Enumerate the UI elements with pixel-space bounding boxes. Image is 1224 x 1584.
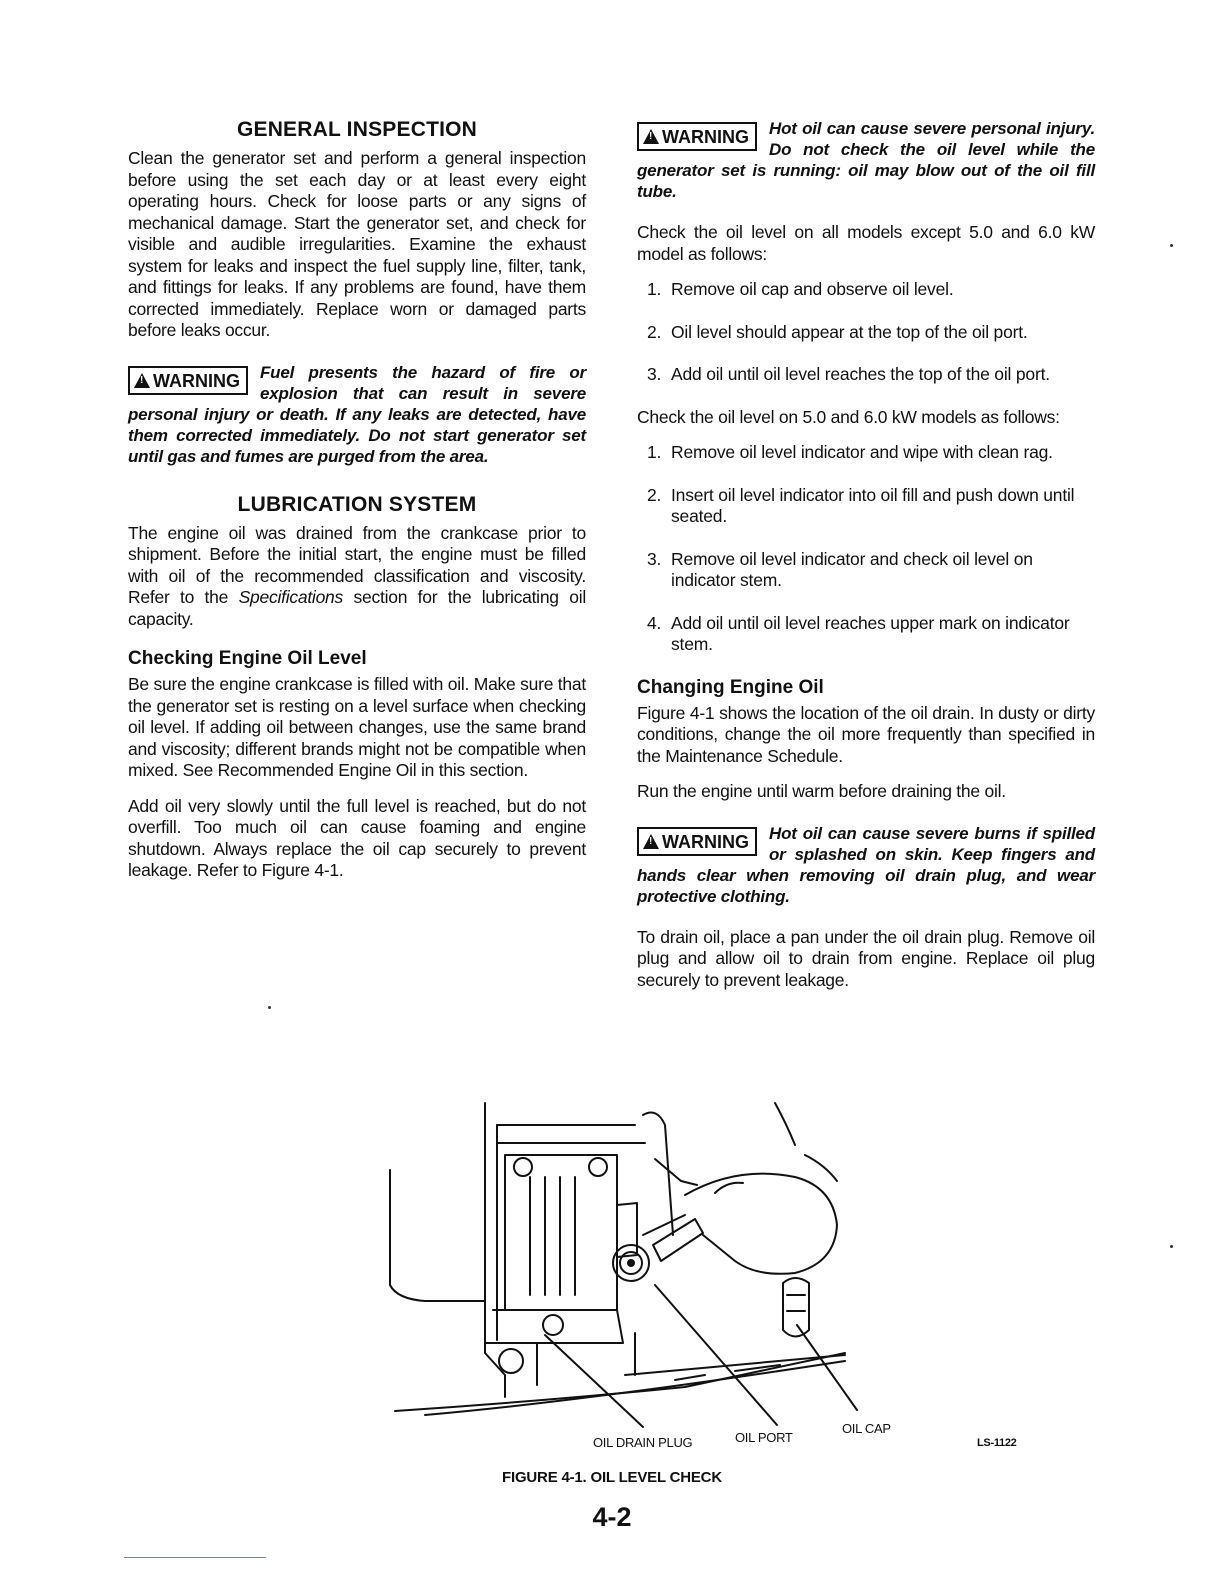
warning-triangle-icon: ! bbox=[643, 834, 659, 849]
checking-oil-heading: Checking Engine Oil Level bbox=[128, 648, 367, 669]
changing-oil-para-1: Figure 4-1 shows the location of the oil drain. In dusty or dirty conditions, change the oil more frequently than specified in the Maintenance Schedule. bbox=[637, 702, 1095, 766]
steps-list-1 bbox=[637, 279, 1095, 386]
list-item: 3. Add oil until oil level reaches the top of the oil port. bbox=[647, 364, 1050, 384]
right-column bbox=[637, 114, 1095, 1005]
figure-code: LS-1122 bbox=[977, 1437, 1017, 1449]
warning-label-box: ! WARNING bbox=[637, 122, 757, 151]
lubrication-heading: LUBRICATION SYSTEM bbox=[237, 492, 477, 516]
warning-label-box: ! WARNING bbox=[128, 366, 248, 395]
generator-oil-check-illustration bbox=[385, 1085, 1025, 1460]
left-column bbox=[128, 114, 586, 896]
drain-oil-para: To drain oil, place a pan under the oil drain plug. Remove oil plug and allow oil to drain from engine. Replace oil plug securely to prevent leakage. bbox=[637, 926, 1095, 990]
scan-speck bbox=[1170, 244, 1173, 247]
fuel-warning bbox=[128, 362, 586, 467]
burns-warning-text: Hot oil can cause severe burns if spilled or splashed on skin. Keep fingers and hands clear when removing oil drain plug, and wear protective clothing. bbox=[637, 823, 1095, 906]
footer-rule bbox=[124, 1557, 266, 1558]
changing-oil-para-2: Run the engine until warm before draining the oil. bbox=[637, 781, 1006, 801]
list-item: 1. Remove oil level indicator and wipe with clean rag. bbox=[647, 442, 1053, 462]
oil-cap-label: OIL CAP bbox=[842, 1421, 891, 1436]
hot-oil-warning-text: Hot oil can cause severe personal injury. Do not check the oil level while the generator set is running: oil may blow out of the oil fill tube. bbox=[637, 119, 1095, 201]
steps-list-2 bbox=[637, 442, 1095, 656]
checking-oil-para-2: Add oil very slowly until the full level is reached, but do not overfill. Too much oil can cause foaming and engine shutdown. Always replace the oil cap securely to prevent leakage. Refer to Figure 4-1. bbox=[128, 795, 586, 880]
oil-drain-plug-label: OIL DRAIN PLUG bbox=[593, 1435, 693, 1450]
general-inspection-body: Clean the generator set and perform a general inspection before using the set each day or at least every eight operating hours. Check for loose parts or any signs of mechanical damage. Start the generator set, and check for visible and audible irregularities. Examine the exhaust system for leaks and inspect the fuel supply line, filter, tank, and fittings for leaks. If any problems are found, have them corrected immediately. Replace worn or damaged parts before leaks occur. bbox=[128, 148, 586, 340]
check-intro-2: Check the oil level on 5.0 and 6.0 kW models as follows: bbox=[637, 406, 1060, 427]
burns-warning bbox=[637, 823, 1095, 907]
list-item: 3. Remove oil level indicator and check oil level on indicator stem. bbox=[647, 548, 1033, 590]
list-item: 2. Oil level should appear at the top of the oil port. bbox=[647, 321, 1028, 342]
oil-level-figure bbox=[385, 1085, 1025, 1460]
warning-triangle-icon: ! bbox=[643, 129, 659, 144]
list-item: 2. Insert oil level indicator into oil fill and push down until seated. bbox=[647, 484, 1075, 526]
scan-speck bbox=[268, 1006, 271, 1009]
list-item: 1. Remove oil cap and observe oil level. bbox=[647, 279, 954, 299]
changing-oil-heading: Changing Engine Oil bbox=[637, 676, 824, 698]
warning-triangle-icon: ! bbox=[134, 373, 150, 388]
hot-oil-warning bbox=[637, 118, 1095, 202]
checking-oil-para-1: Be sure the engine crankcase is filled with oil. Make sure that the generator set is resting on a level surface when checking oil level. If adding oil between changes, use the same brand and viscosity; different brands might not be compatible when mixed. See Recommended Engine Oil in this section. bbox=[128, 674, 586, 780]
page-number: 4-2 bbox=[592, 1502, 632, 1532]
scan-speck bbox=[1170, 1245, 1173, 1248]
figure-caption: FIGURE 4-1. OIL LEVEL CHECK bbox=[502, 1469, 722, 1486]
lubrication-body: The engine oil was drained from the crankcase prior to shipment. Before the initial start, the engine must be filled with oil of the recommended classification and viscosity. Refer to the Specifications section for the lubricating oil capacity. bbox=[128, 522, 586, 629]
oil-port-label: OIL PORT bbox=[735, 1430, 793, 1445]
check-intro-1: Check the oil level on all models except 5.0 and 6.0 kW model as follows: bbox=[637, 222, 1095, 264]
general-inspection-heading: GENERAL INSPECTION bbox=[236, 118, 478, 141]
fuel-warning-text: Fuel presents the hazard of fire or explosion that can result in severe personal injury or death. If any leaks are detected, have them corrected immediately. Do not start generator set until gas and fumes are purged from the area. bbox=[128, 362, 586, 466]
warning-label-box: ! WARNING bbox=[637, 827, 757, 856]
list-item: 4. Add oil until oil level reaches upper mark on indicator stem. bbox=[647, 612, 1070, 654]
